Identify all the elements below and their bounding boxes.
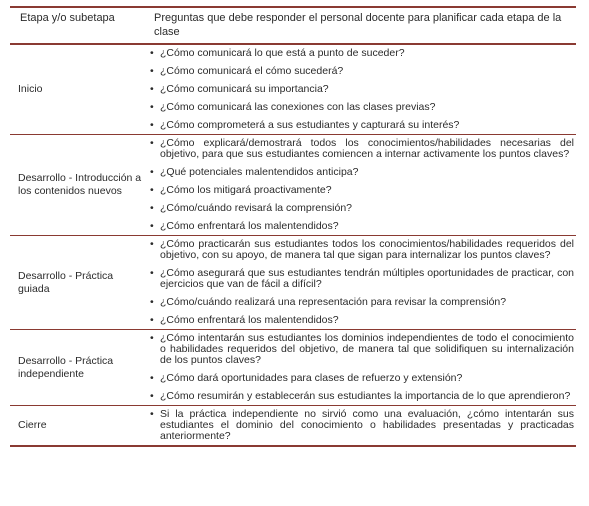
question-item	[148, 333, 574, 366]
table-row	[10, 45, 576, 135]
question-item	[148, 409, 574, 442]
question-item	[148, 138, 574, 160]
table-row	[10, 406, 576, 447]
bullet-icon: •	[150, 101, 154, 113]
question-item	[148, 48, 574, 59]
question-text: ¿Cómo enfrentará los malentendidos?	[160, 314, 339, 326]
question-text: ¿Cómo dará oportunidades para clases de refuerzo y extensión?	[160, 372, 463, 384]
question-list	[148, 406, 576, 445]
question-item	[148, 185, 574, 196]
bullet-icon: •	[150, 184, 154, 196]
question-item	[148, 120, 574, 131]
bullet-icon: •	[150, 83, 154, 95]
question-item	[148, 391, 574, 402]
question-text: ¿Cómo resumirán y establecerán sus estudiantes la importancia de lo que aprendieron?	[160, 390, 571, 402]
bullet-icon: •	[150, 372, 154, 384]
question-text: ¿Cómo enfrentará los malentendidos?	[160, 220, 339, 232]
question-list	[148, 236, 576, 329]
stage-label: Inicio	[18, 83, 43, 95]
bullet-icon: •	[150, 65, 154, 77]
lesson-planning-table	[10, 6, 576, 447]
bullet-icon: •	[150, 267, 154, 279]
question-text: ¿Cómo/cuándo revisará la comprensión?	[160, 202, 353, 214]
question-item	[148, 66, 574, 77]
header-questions: Preguntas que debe responder el personal docente para planificar cada etapa de la clase	[154, 12, 562, 38]
header-stage: Etapa y/o subetapa	[20, 12, 115, 24]
question-text: ¿Cómo/cuándo realizará una representación para revisar la comprensión?	[160, 296, 507, 308]
question-list	[148, 330, 576, 405]
question-text: ¿Cómo comunicará el cómo sucederá?	[160, 65, 344, 77]
bullet-icon: •	[150, 137, 154, 149]
stage-label: Desarrollo - Introducción a los contenidos nuevos	[18, 172, 142, 197]
bullet-icon: •	[150, 332, 154, 344]
question-text: ¿Cómo comunicará lo que está a punto de suceder?	[160, 47, 405, 59]
bullet-icon: •	[150, 238, 154, 250]
bullet-icon: •	[150, 119, 154, 131]
question-item	[148, 268, 574, 290]
question-item	[148, 203, 574, 214]
bullet-icon: •	[150, 296, 154, 308]
question-item	[148, 315, 574, 326]
table-row	[10, 135, 576, 236]
bullet-icon: •	[150, 390, 154, 402]
bullet-icon: •	[150, 202, 154, 214]
bullet-icon: •	[150, 314, 154, 326]
question-item	[148, 239, 574, 261]
question-item	[148, 167, 574, 178]
question-list	[148, 135, 576, 235]
question-list	[148, 45, 576, 134]
question-item	[148, 373, 574, 384]
question-item	[148, 84, 574, 95]
bullet-icon: •	[150, 408, 154, 420]
table-body	[10, 45, 576, 447]
question-text: ¿Cómo explicará/demostrará todos los conocimientos/habilidades necesarias del objetivo, para que sus estudiantes comiencen a internar activamente los puntos claves?	[160, 137, 574, 160]
question-text: ¿Cómo intentarán sus estudiantes los dominios independientes de todo el conocimiento o habilidades requeridos del objetivo, de manera tal que solidifiquen su internalización de los puntos claves?	[160, 332, 574, 366]
stage-label: Desarrollo - Práctica guiada	[18, 269, 114, 295]
stage-label: Cierre	[18, 419, 47, 431]
bullet-icon: •	[150, 47, 154, 59]
question-text: ¿Cómo asegurará que sus estudiantes tendrán múltiples oportunidades de practicar, con ejercicios que van de fácil a difícil?	[160, 267, 574, 290]
bullet-icon: •	[150, 220, 154, 232]
question-text: ¿Cómo comunicará su importancia?	[160, 83, 329, 95]
question-text: ¿Cómo practicarán sus estudiantes todos los conocimientos/habilidades requeridos del objetivo, con su apoyo, de manera tal que sigan para internalizar los puntos claves?	[160, 238, 574, 261]
bullet-icon: •	[150, 166, 154, 178]
table-row	[10, 330, 576, 406]
question-text: ¿Cómo los mitigará proactivamente?	[160, 184, 332, 196]
question-text: ¿Cómo comunicará las conexiones con las clases previas?	[160, 101, 436, 113]
table-header	[10, 8, 576, 45]
question-item	[148, 102, 574, 113]
question-text: ¿Cómo comprometerá a sus estudiantes y capturará su interés?	[160, 119, 460, 131]
question-text: Si la práctica independiente no sirvió como una evaluación, ¿cómo intentarán sus estudiantes el dominio del conocimiento o habilidades presentadas y practicadas anteriormente?	[160, 408, 574, 442]
question-item	[148, 297, 574, 308]
table-row	[10, 236, 576, 330]
stage-label: Desarrollo - Práctica independiente	[18, 354, 114, 380]
question-item	[148, 221, 574, 232]
question-text: ¿Qué potenciales malentendidos anticipa?	[160, 166, 359, 178]
